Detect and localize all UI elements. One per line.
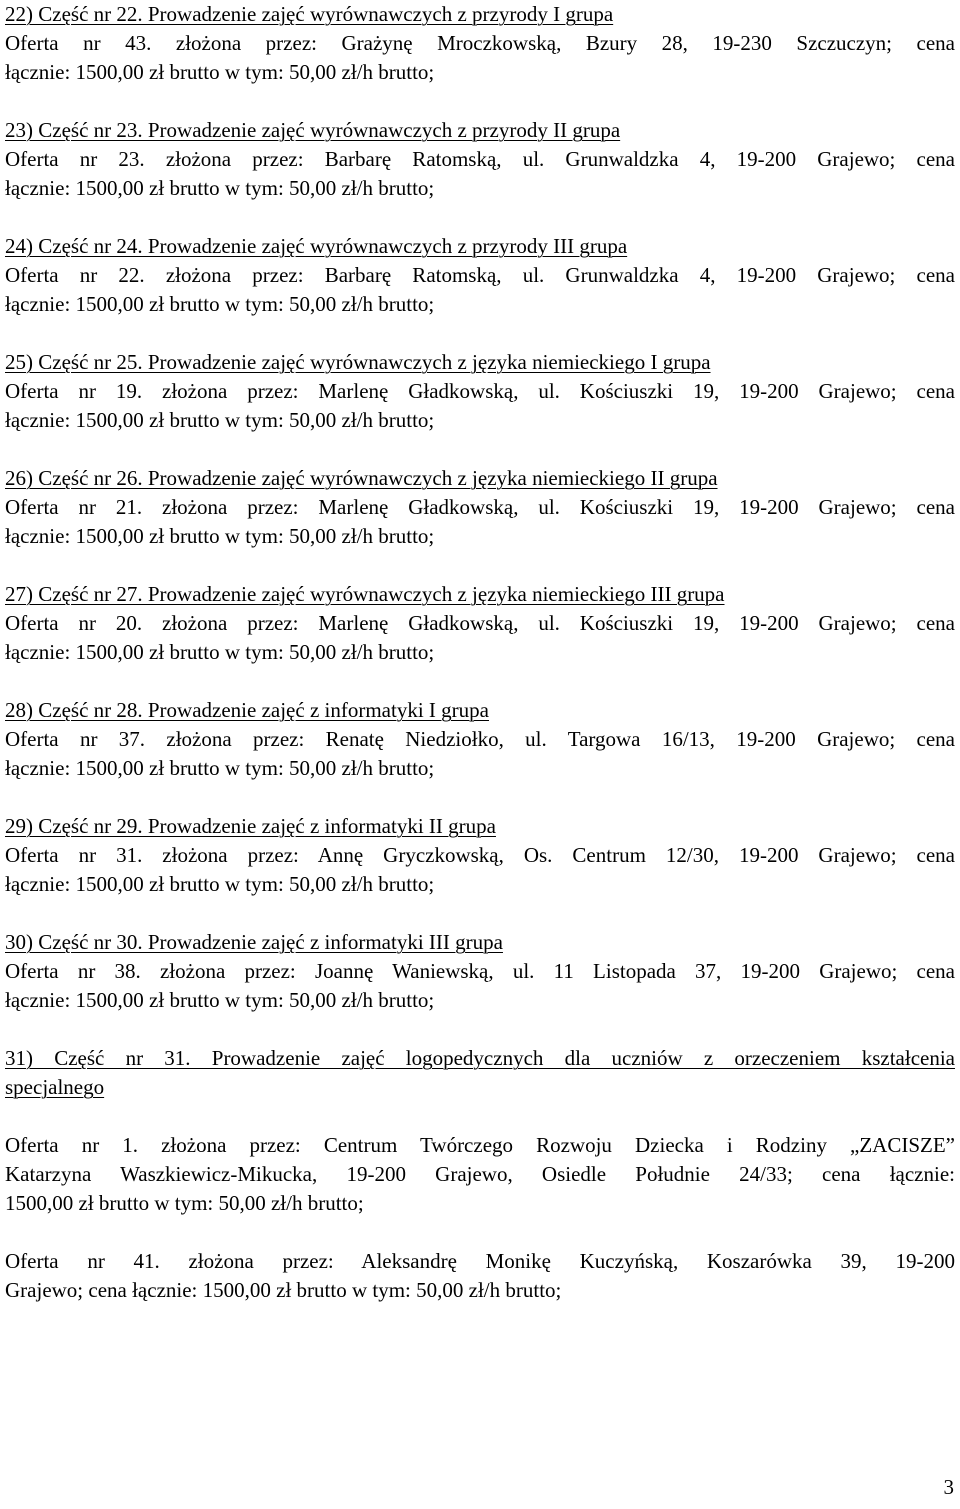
part-heading-line: 31) Część nr 31. Prowadzenie zajęć logopedycznych dla uczniów z orzeczeniem kształcenia	[5, 1046, 955, 1070]
offer-price: łącznie: 1500,00 zł brutto w tym: 50,00 zł/h brutto;	[5, 408, 435, 432]
page-number: 3	[943, 1475, 954, 1499]
offer-price: łącznie: 1500,00 zł brutto w tym: 50,00 zł/h brutto;	[5, 988, 435, 1012]
offer-text: Oferta nr 19. złożona przez: Marlenę Gładkowską, ul. Kościuszki 19, 19-200 Grajewo; cena	[5, 379, 955, 403]
offer-entry	[5, 957, 955, 1015]
offer-entry	[5, 1131, 955, 1218]
part-heading: 22) Część nr 22. Prowadzenie zajęć wyrównawczych z przyrody I grupa	[5, 2, 614, 26]
part-heading: 29) Część nr 29. Prowadzenie zajęć z informatyki II grupa	[5, 814, 496, 838]
part-heading-line: specjalnego	[5, 1075, 105, 1099]
offer-price: łącznie: 1500,00 zł brutto w tym: 50,00 zł/h brutto;	[5, 524, 435, 548]
part-heading: 30) Część nr 30. Prowadzenie zajęć z informatyki III grupa	[5, 930, 503, 954]
offer-text: Oferta nr 1. złożona przez: Centrum Twórczego Rozwoju Dziecka i Rodziny „ZACISZE”	[5, 1133, 955, 1157]
part-heading: 27) Część nr 27. Prowadzenie zajęć wyrównawczych z języka niemieckiego III grupa	[5, 582, 725, 606]
offer-text: Oferta nr 38. złożona przez: Joannę Waniewską, ul. 11 Listopada 37, 19-200 Grajewo; cena	[5, 959, 955, 983]
offer-price: łącznie: 1500,00 zł brutto w tym: 50,00 zł/h brutto;	[5, 640, 435, 664]
offer-text: Oferta nr 41. złożona przez: Aleksandrę Monikę Kuczyńską, Koszarówka 39, 19-200	[5, 1249, 955, 1273]
offer-entry	[5, 145, 955, 203]
offer-text: Oferta nr 22. złożona przez: Barbarę Ratomską, ul. Grunwaldzka 4, 19-200 Grajewo; cena	[5, 263, 955, 287]
part-25-section	[5, 348, 955, 435]
part-heading: 28) Część nr 28. Prowadzenie zajęć z informatyki I grupa	[5, 698, 489, 722]
offer-entry	[5, 493, 955, 551]
offer-price: łącznie: 1500,00 zł brutto w tym: 50,00 zł/h brutto;	[5, 292, 435, 316]
part-31-section	[5, 1044, 955, 1305]
part-23-section	[5, 116, 955, 203]
offer-price: 1500,00 zł brutto w tym: 50,00 zł/h brutto;	[5, 1191, 364, 1215]
offer-text: Katarzyna Waszkiewicz-Mikucka, 19-200 Grajewo, Osiedle Południe 24/33; cena łącznie:	[5, 1162, 955, 1186]
offer-price: Grajewo; cena łącznie: 1500,00 zł brutto w tym: 50,00 zł/h brutto;	[5, 1278, 562, 1302]
offer-entry	[5, 609, 955, 667]
document-body	[5, 0, 955, 1334]
offer-entry	[5, 1247, 955, 1305]
spacer	[5, 1102, 955, 1131]
part-heading: 26) Część nr 26. Prowadzenie zajęć wyrównawczych z języka niemieckiego II grupa	[5, 466, 718, 490]
part-heading: 23) Część nr 23. Prowadzenie zajęć wyrównawczych z przyrody II grupa	[5, 118, 621, 142]
part-26-section	[5, 464, 955, 551]
offer-price: łącznie: 1500,00 zł brutto w tym: 50,00 zł/h brutto;	[5, 176, 435, 200]
offer-entry	[5, 725, 955, 783]
offer-entry	[5, 841, 955, 899]
part-29-section	[5, 812, 955, 899]
offer-entry	[5, 377, 955, 435]
part-28-section	[5, 696, 955, 783]
part-heading	[5, 1044, 955, 1102]
part-heading: 25) Część nr 25. Prowadzenie zajęć wyrównawczych z języka niemieckiego I grupa	[5, 350, 711, 374]
offer-text: Oferta nr 43. złożona przez: Grażynę Mroczkowską, Bzury 28, 19-230 Szczuczyn; cena	[5, 31, 955, 55]
offer-text: Oferta nr 21. złożona przez: Marlenę Gładkowską, ul. Kościuszki 19, 19-200 Grajewo; cena	[5, 495, 955, 519]
offer-price: łącznie: 1500,00 zł brutto w tym: 50,00 zł/h brutto;	[5, 872, 435, 896]
offer-price: łącznie: 1500,00 zł brutto w tym: 50,00 zł/h brutto;	[5, 756, 435, 780]
offer-price: łącznie: 1500,00 zł brutto w tym: 50,00 zł/h brutto;	[5, 60, 435, 84]
offer-text: Oferta nr 23. złożona przez: Barbarę Ratomską, ul. Grunwaldzka 4, 19-200 Grajewo; cena	[5, 147, 955, 171]
offer-text: Oferta nr 37. złożona przez: Renatę Niedziołko, ul. Targowa 16/13, 19-200 Grajewo; cena	[5, 727, 955, 751]
part-22-section	[5, 0, 955, 87]
part-27-section	[5, 580, 955, 667]
part-heading: 24) Część nr 24. Prowadzenie zajęć wyrównawczych z przyrody III grupa	[5, 234, 628, 258]
offer-text: Oferta nr 31. złożona przez: Annę Gryczkowską, Os. Centrum 12/30, 19-200 Grajewo; cena	[5, 843, 955, 867]
part-30-section	[5, 928, 955, 1015]
offer-entry	[5, 261, 955, 319]
offer-text: Oferta nr 20. złożona przez: Marlenę Gładkowską, ul. Kościuszki 19, 19-200 Grajewo; cena	[5, 611, 955, 635]
part-24-section	[5, 232, 955, 319]
offer-entry	[5, 29, 955, 87]
